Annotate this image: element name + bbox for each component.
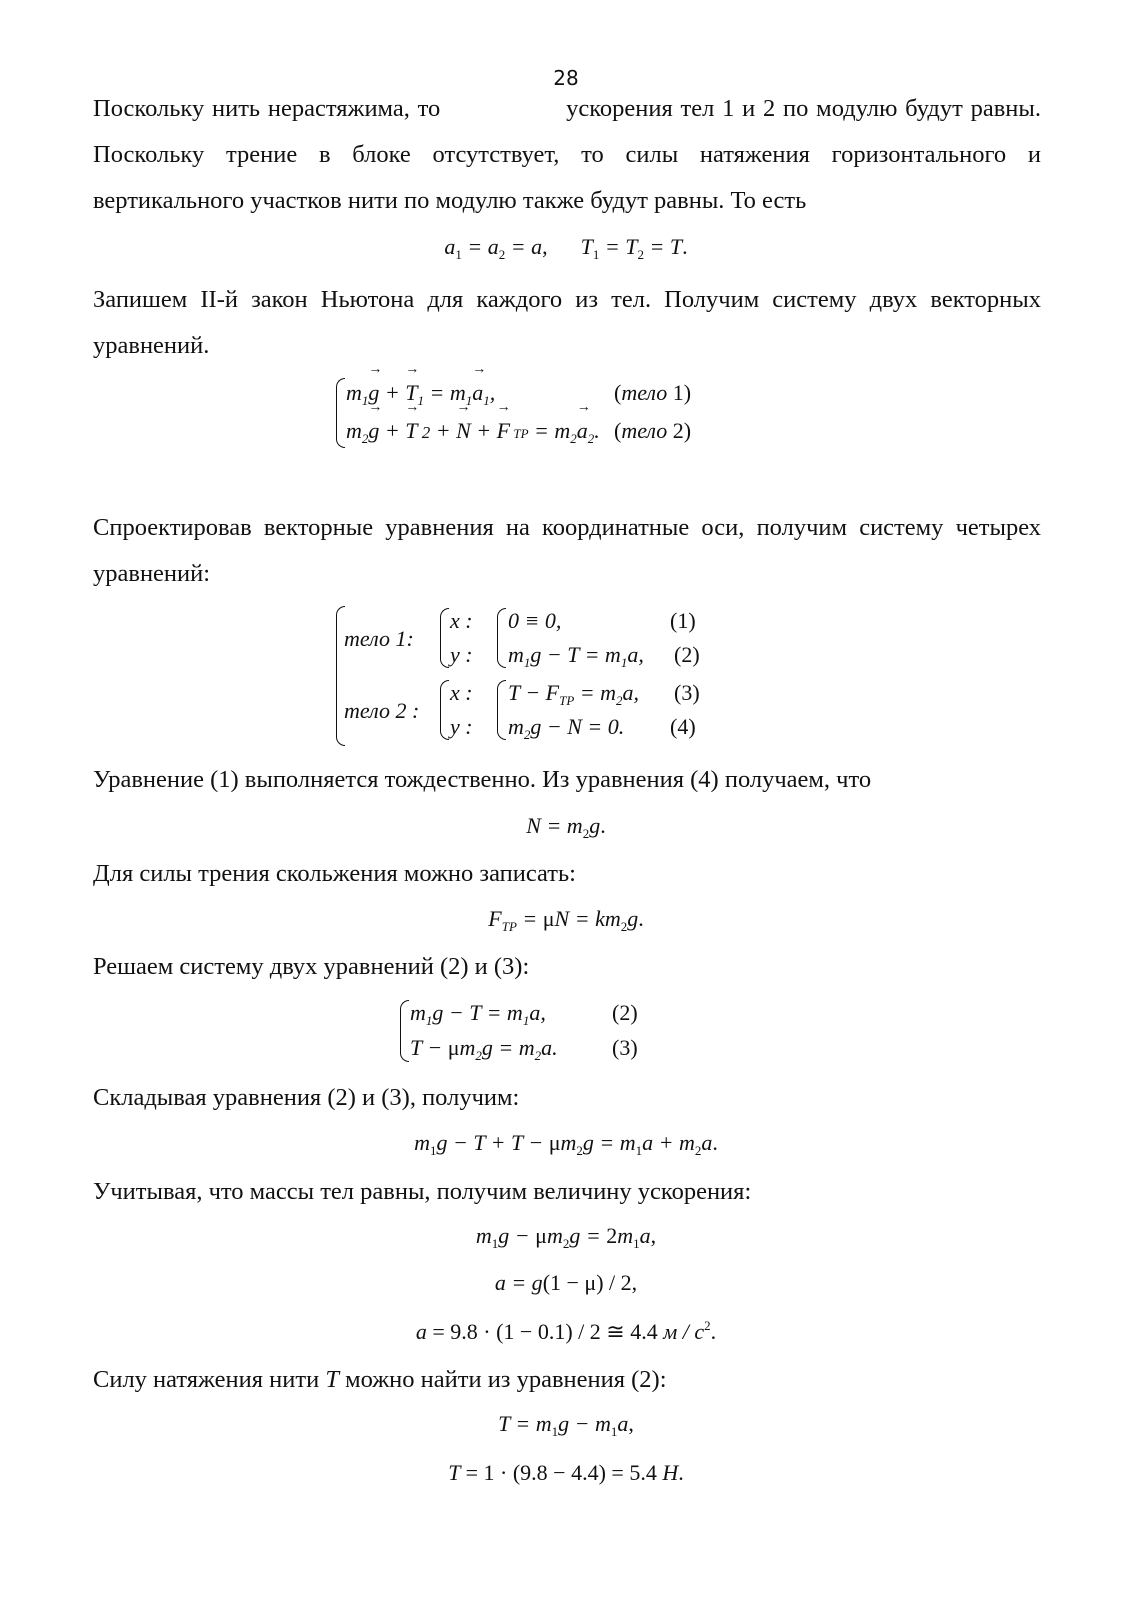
equation-body2-vector: $m_2g$ → + T → 2 + N → + F → ТР = $m_2a \to_2$.	[346, 418, 600, 447]
equation-acceleration-1: $m_1g - \mu m_2g = 2m_1a$,	[475, 1223, 657, 1251]
page-number: 28	[553, 66, 579, 90]
equation-1: 0 ≡ 0,	[508, 608, 562, 633]
paragraph-newton-law: Запишем II-й закон Ньютона для каждого из тел. Получим систему двух векторных уравнений.	[93, 286, 1041, 359]
equation-equalities: $a_1 = a_2 = a$, $T_1 = T_2 = T$.	[444, 234, 688, 262]
paragraph-solve-system: Решаем систему двух уравнений (2) и (3):	[93, 953, 530, 980]
paragraph-adding: Складывая уравнения (2) и (3), получим:	[93, 1084, 520, 1111]
paragraph-text: Поскольку нить нерастяжима, то	[93, 95, 441, 122]
equation-friction-force: $F_{ТР} = \mu N = km_2g$.	[488, 906, 644, 934]
equation-normal-force: $N = m_2g$.	[526, 813, 606, 841]
equation-acceleration-2: a = g(1 − μ) / 2,	[494, 1270, 638, 1295]
paragraph-inextensible-thread	[93, 86, 1041, 224]
axis-x-body1: x :	[450, 608, 473, 633]
axis-y-body2: y :	[450, 714, 473, 739]
equation-3: $T - F_{ТР} = m_2a$,	[508, 680, 640, 708]
body1-label: тело 1:	[344, 626, 414, 651]
brace	[497, 680, 506, 740]
equation-acceleration-value: a = 9.8 · (1 − 0.1) / 2 ≅ 4.4 м / $с^2$.	[415, 1318, 717, 1344]
equation-4: $m_2g - N = 0$.	[508, 714, 625, 742]
variable-t: T	[325, 1366, 339, 1393]
axis-x-body2: x :	[450, 680, 473, 705]
paragraph-acceleration: Учитывая, что массы тел равны, получим величину ускорения:	[93, 1178, 752, 1205]
brace	[440, 608, 449, 668]
axis-y-body1: y :	[450, 642, 473, 667]
paragraph-tension	[93, 1357, 1041, 1403]
paragraph-text: Силу натяжения нити	[93, 1366, 320, 1393]
tag-body1: (тело 1)	[614, 380, 692, 405]
paragraph-identity: Уравнение (1) выполняется тождественно. Из уравнения (4) получаем, что	[93, 766, 872, 793]
equation-2: $m_1g - T = m_1a$,	[508, 642, 644, 670]
brace	[497, 608, 506, 668]
body2-label: тело 2 :	[344, 698, 420, 723]
tag-3: (3)	[674, 680, 700, 705]
paragraph-text: ускорения тел 1 и 2 по модулю будут равны. Поскольку трение в блоке отсутствует, то силы натяжения горизонтального и вертикального участков нити по модулю также будут равны. То есть	[93, 95, 1042, 214]
tag-1: (1)	[670, 608, 696, 633]
tag-2: (2)	[674, 642, 700, 667]
tag-2-repeat: (2)	[612, 1000, 638, 1025]
tag-body2: (тело 2)	[614, 418, 692, 443]
tag-4: (4)	[670, 714, 696, 739]
brace	[400, 1000, 409, 1062]
brace	[440, 680, 449, 740]
equation-sum: $m_1g - T + T - \mu m_2g = m_1a + m_2a$.	[414, 1130, 718, 1158]
brace	[336, 378, 345, 448]
paragraph-friction: Для силы трения скольжения можно записать:	[93, 860, 576, 887]
equation-3-repeat: $T - \mu m_2g = m_2a$.	[410, 1035, 558, 1063]
equation-tension-1: $T = m_1g - m_1a$,	[498, 1411, 634, 1439]
tag-3-repeat: (3)	[612, 1035, 638, 1060]
equation-tension-value: T = 1 · (9.8 − 4.4) = 5.4 H.	[448, 1460, 684, 1485]
equation-body1-vector: $m_1g$ → + $T \to_1 = m_1a \to_1$,	[346, 380, 495, 409]
paragraph-projection: Спроектировав векторные уравнения на координатные оси, получим систему четырех уравнений:	[93, 514, 1041, 587]
paragraph-text: можно найти из уравнения (2):	[345, 1366, 667, 1393]
equation-2-repeat: $m_1g - T = m_1a$,	[410, 1000, 546, 1028]
